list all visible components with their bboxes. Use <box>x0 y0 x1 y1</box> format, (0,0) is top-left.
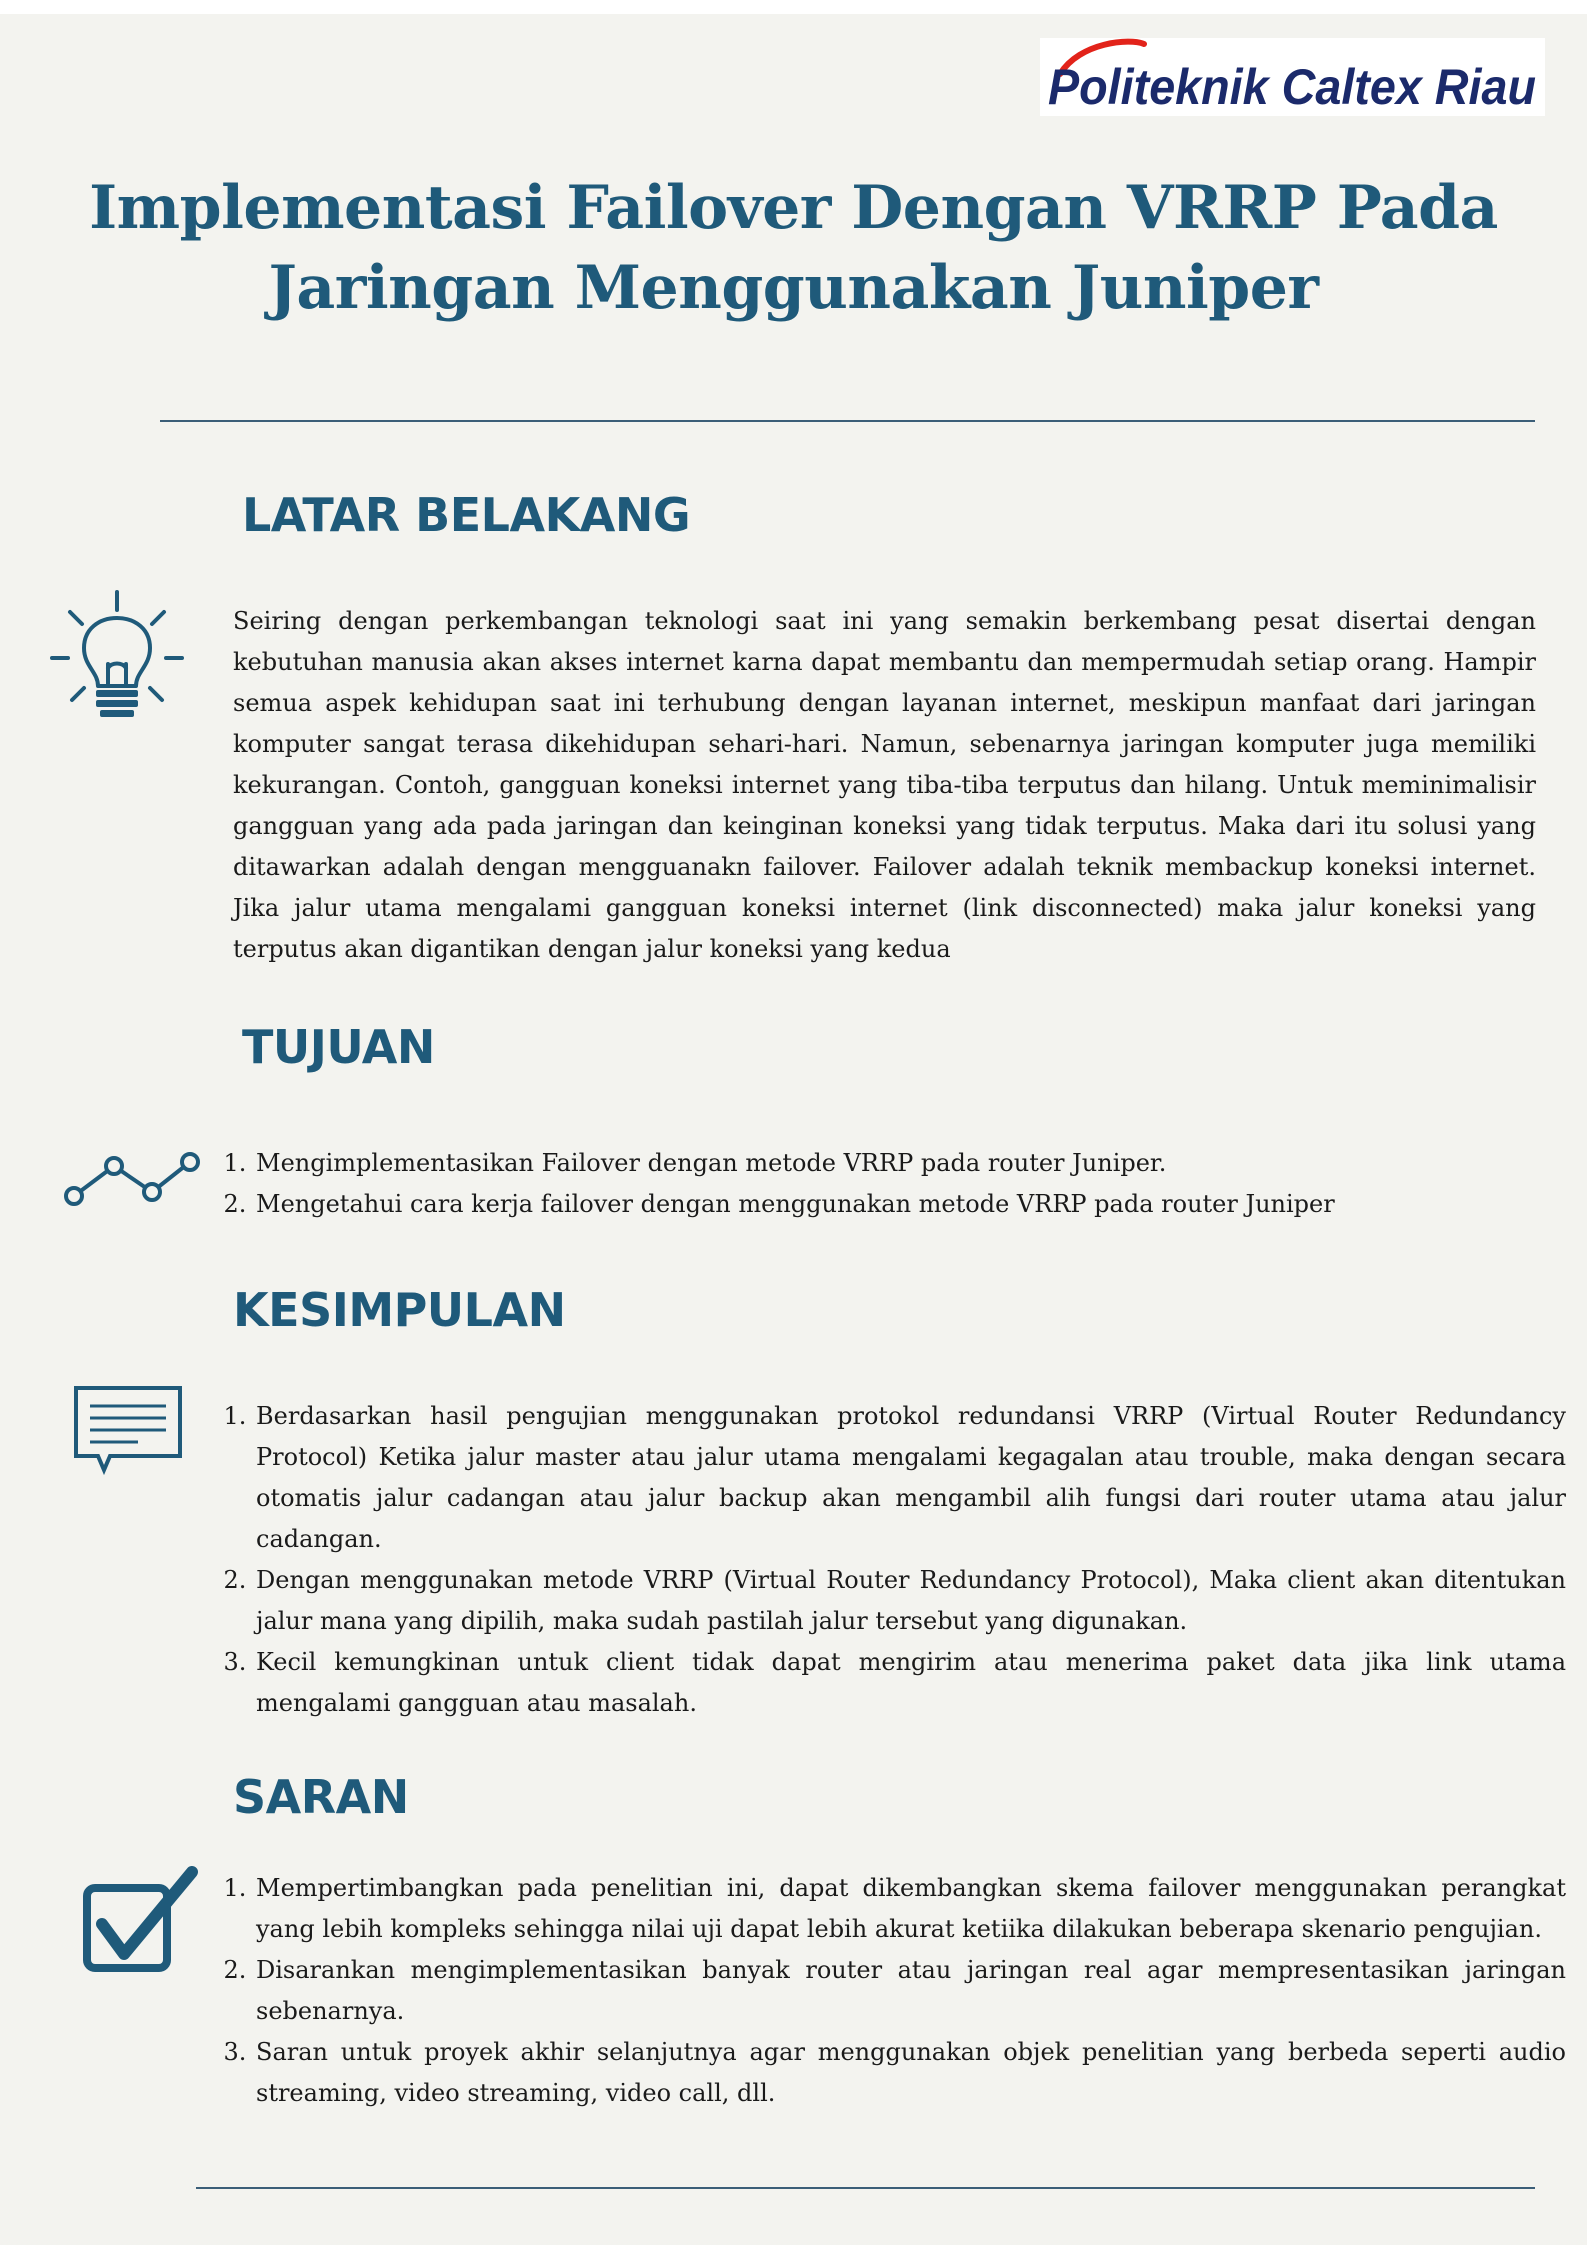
list-item: 1. Berdasarkan hasil pengujian menggunakan protokol redundansi VRRP (Virtual Router Redundancy Protocol) Ketika jalur master atau jalur utama mengalami kegagalan atau trouble, maka dengan secara otomatis jalur cadangan atau jalur backup akan mengambil alih fungsi dari router utama atau jalur cadangan. <box>254 1396 1566 1560</box>
list-item: 3. Saran untuk proyek akhir selanjutnya agar menggunakan objek penelitian yang berbeda seperti audio streaming, video streaming, video call, dll. <box>254 2032 1566 2114</box>
line-chart-icon <box>60 1150 202 1210</box>
list-item: 3. Kecil kemungkinan untuk client tidak dapat mengirim atau menerima paket data jika link utama mengalami gangguan atau masalah. <box>254 1642 1566 1724</box>
page-title: Implementasi Failover Dengan VRRP Pada Jaringan Menggunakan Juniper <box>89 173 1498 323</box>
list-item: 1. Mempertimbangkan pada penelitian ini, dapat dikembangkan skema failover menggunakan perangkat yang lebih kompleks sehingga nilai uji dapat lebih akurat ketiika dilakukan beberapa skenario pengujian. <box>254 1868 1566 1950</box>
latar-belakang-heading: LATAR BELAKANG <box>242 488 691 542</box>
lightbulb-icon <box>50 588 184 724</box>
saran-heading: SARAN <box>233 1770 409 1824</box>
speech-bubble-icon <box>72 1384 184 1480</box>
saran-list <box>230 1868 1566 2114</box>
top-divider <box>160 420 1535 422</box>
poster-page <box>0 14 1587 2245</box>
list-item: 2. Disarankan mengimplementasikan banyak router atau jaringan real agar mempresentasikan jaringan sebenarnya. <box>254 1950 1566 2032</box>
kesimpulan-heading: KESIMPULAN <box>233 1283 566 1337</box>
logo-graphic <box>1040 38 1545 116</box>
tujuan-heading: TUJUAN <box>242 1020 435 1074</box>
tujuan-list <box>230 1143 1566 1225</box>
list-item: 2. Dengan menggunakan metode VRRP (Virtual Router Redundancy Protocol), Maka client akan ditentukan jalur mana yang dipilih, maka sudah pastilah jalur tersebut yang digunakan. <box>254 1560 1566 1642</box>
list-item: 1. Mengimplementasikan Failover dengan metode VRRP pada router Juniper. <box>254 1143 1566 1184</box>
bottom-divider <box>196 2187 1535 2189</box>
list-item: 2. Mengetahui cara kerja failover dengan menggunakan metode VRRP pada router Juniper <box>254 1184 1566 1225</box>
latar-belakang-text: Seiring dengan perkembangan teknologi saat ini yang semakin berkembang pesat disertai dengan kebutuhan manusia akan akses internet karna dapat membantu dan mempermudah setiap orang. Hampir semua aspek kehidupan saat ini terhubung dengan layanan internet, meskipun manfaat dari jaringan komputer sangat terasa dikehidupan sehari-hari. Namun, sebenarnya jaringan komputer juga memiliki kekurangan. Contoh, gangguan koneksi internet yang tiba-tiba terputus dan hilang. Untuk meminimalisir gangguan yang ada pada jaringan dan keinginan koneksi yang tidak terputus. Maka dari itu solusi yang ditawarkan adalah dengan mengguanakn failover. Failover adalah teknik membackup koneksi internet. Jika jalur utama mengalami gangguan koneksi internet (link disconnected) maka jalur koneksi yang terputus akan digantikan dengan jalur koneksi yang kedua <box>233 607 1536 963</box>
checkbox-icon <box>82 1866 198 1978</box>
kesimpulan-list <box>230 1396 1566 1724</box>
logo-text: Politeknik Caltex Riau <box>1048 59 1536 115</box>
institution-logo <box>1040 38 1545 116</box>
